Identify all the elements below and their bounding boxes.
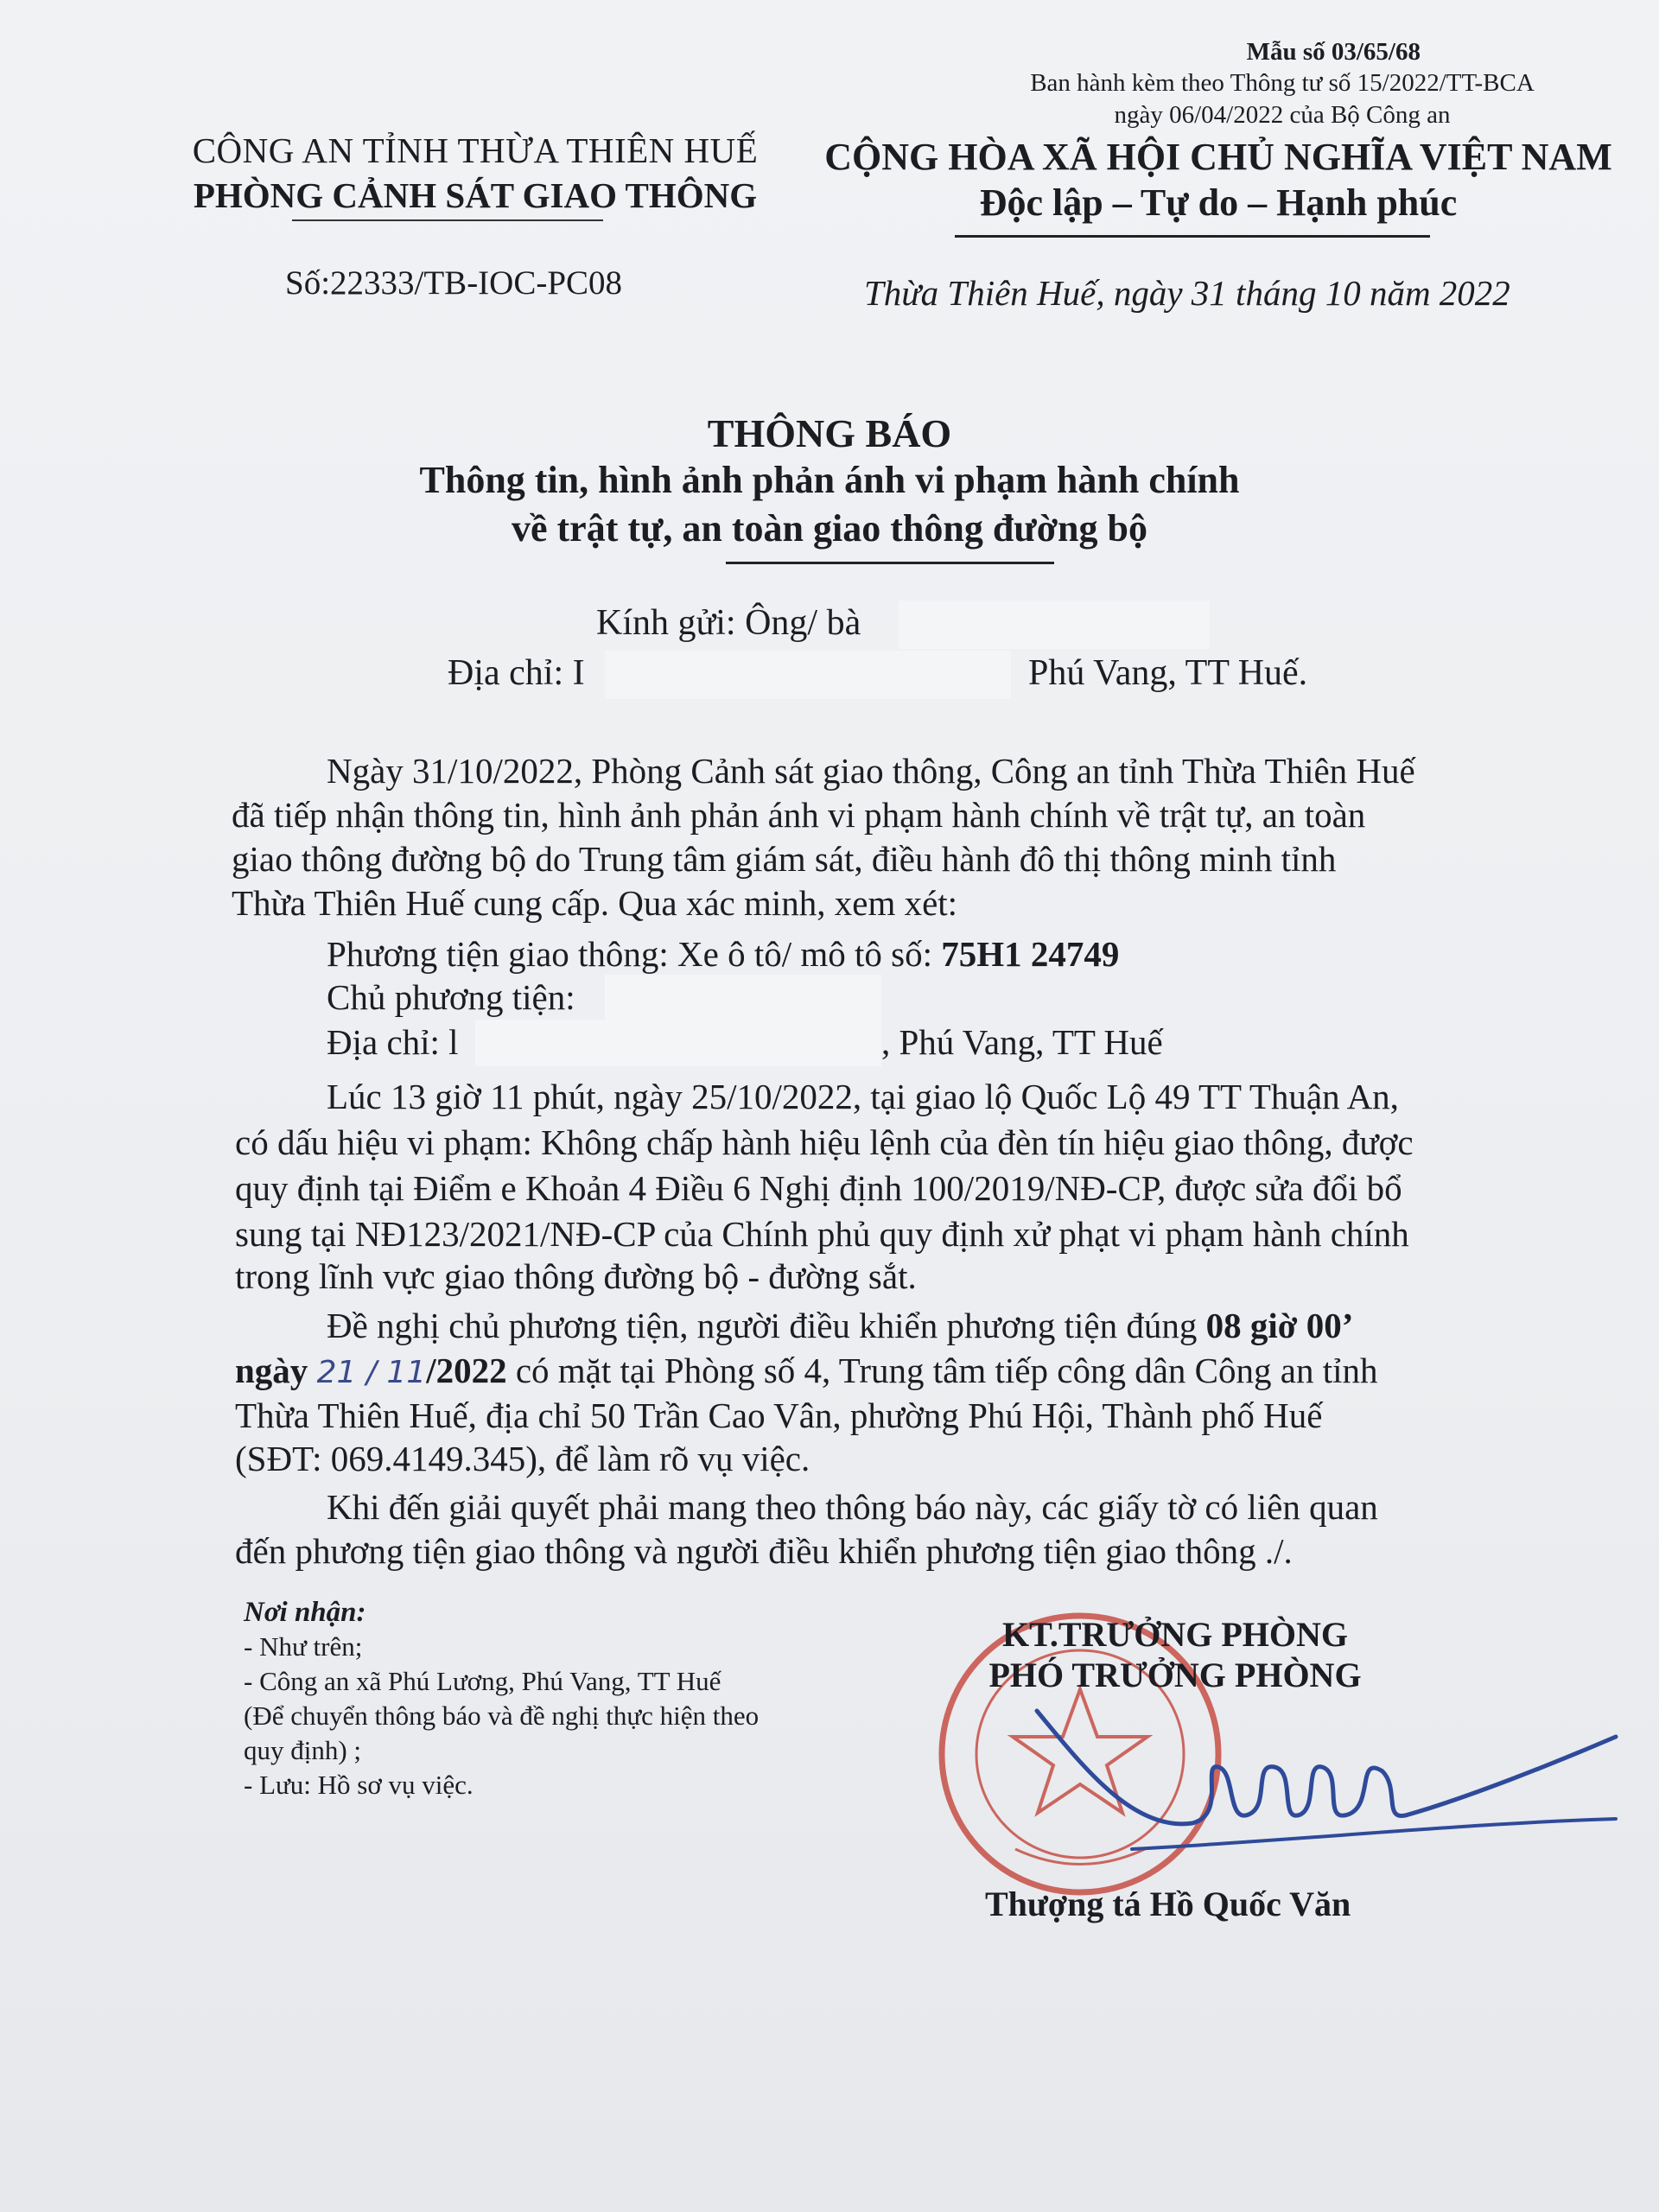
- appointment-time: 08 giờ 00’: [1205, 1306, 1354, 1345]
- para4-line2: đến phương tiện giao thông và người điều khiển phương tiện giao thông ./.: [235, 1531, 1293, 1571]
- para1-line4: Thừa Thiên Huế cung cấp. Qua xác minh, xem xét:: [232, 883, 958, 923]
- nation-name: CỘNG HÒA XÃ HỘI CHỦ NGHĨA VIỆT NAM: [824, 136, 1612, 178]
- title-sub-1: Thông tin, hình ảnh phản ánh vi phạm hành chính: [419, 459, 1240, 501]
- recipient-address-tail: Phú Vang, TT Huế.: [1028, 653, 1308, 693]
- para3-line3: Thừa Thiên Huế, địa chỉ 50 Trần Cao Vân, phường Phú Hội, Thành phố Huế: [235, 1395, 1323, 1435]
- para4-line1: Khi đến giải quyết phải mang theo thông báo này, các giấy tờ có liên quan: [327, 1487, 1378, 1527]
- owner-label: Chủ phương tiện:: [327, 977, 575, 1017]
- agency-name: PHÒNG CẢNH SÁT GIAO THÔNG: [193, 175, 758, 215]
- form-code: Mẫu số 03/65/68: [1246, 38, 1421, 66]
- agency-parent: CÔNG AN TỈNH THỪA THIÊN HUẾ: [192, 130, 759, 170]
- para2-line3: quy định tại Điểm e Khoản 4 Điều 6 Nghị định 100/2019/NĐ-CP, được sửa đổi bổ: [235, 1168, 1402, 1208]
- recipient-address-label: Địa chỉ: I: [448, 653, 585, 693]
- signature-block: [933, 1614, 1417, 1695]
- title-sub-2: về trật tự, an toàn giao thông đường bộ: [511, 507, 1147, 550]
- appointment-year: /2022: [426, 1351, 507, 1390]
- para1-line1: Ngày 31/10/2022, Phòng Cảnh sát giao thông, Công an tỉnh Thừa Thiên Huế: [327, 751, 1415, 791]
- vehicle-label: Phương tiện giao thông: Xe ô tô/ mô tô số:: [327, 934, 942, 974]
- handwritten-month: 11: [386, 1355, 427, 1390]
- handwritten-day: 21: [316, 1355, 357, 1390]
- signature-title-1: KT.TRƯỞNG PHÒNG: [1002, 1615, 1348, 1654]
- title-main: THÔNG BÁO: [707, 411, 952, 455]
- signer-name: Thượng tá Hồ Quốc Văn: [985, 1885, 1351, 1923]
- para2-line2: có dấu hiệu vi phạm: Không chấp hành hiệu lệnh của đèn tín hiệu giao thông, được: [235, 1122, 1414, 1162]
- receiver-item: - Như trên;: [244, 1631, 363, 1662]
- receiver-item: quy định) ;: [244, 1735, 362, 1765]
- signature-title-2: PHÓ TRƯỞNG PHÒNG: [988, 1656, 1362, 1694]
- owner-address-label: Địa chỉ: l: [327, 1022, 459, 1062]
- vehicle-plate: 75H1 24749: [941, 934, 1120, 974]
- receivers-heading: Nơi nhận:: [244, 1597, 366, 1628]
- handwritten-slash: /: [356, 1355, 387, 1390]
- signature-icon: [1037, 1711, 1616, 1849]
- document-number: Số:22333/TB-IOC-PC08: [285, 264, 623, 302]
- para1-line3: giao thông đường bộ do Trung tâm giám sát, điều hành đô thị thông minh tỉnh: [232, 839, 1337, 879]
- para2-line4: sung tại NĐ123/2021/NĐ-CP của Chính phủ quy định xử phạt vi phạm hành chính: [235, 1214, 1409, 1254]
- appointment-date-label: ngày: [235, 1351, 317, 1390]
- para2-line5: trong lĩnh vực giao thông đường bộ - đường sắt.: [235, 1256, 917, 1296]
- para3-line4: (SĐT: 069.4149.345), để làm rõ vụ việc.: [235, 1439, 810, 1478]
- motto: Độc lập – Tự do – Hạnh phúc: [979, 181, 1458, 224]
- form-ref-line-2: ngày 06/04/2022 của Bộ Công an: [1114, 101, 1451, 129]
- para2-line1: Lúc 13 giờ 11 phút, ngày 25/10/2022, tại giao lộ Quốc Lộ 49 TT Thuận An,: [327, 1077, 1399, 1116]
- form-ref-line-1: Ban hành kèm theo Thông tư số 15/2022/TT-BCA: [1030, 69, 1535, 97]
- receiver-item: (Để chuyển thông báo và đề nghị thực hiện theo: [244, 1700, 760, 1731]
- para3-line2-text: có mặt tại Phòng số 4, Trung tâm tiếp công dân Công an tỉnh: [506, 1351, 1378, 1390]
- para1-line2: đã tiếp nhận thông tin, hình ảnh phản ánh vi phạm hành chính về trật tự, an toàn: [232, 795, 1366, 835]
- receiver-item: - Lưu: Hồ sơ vụ việc.: [244, 1770, 474, 1800]
- para3-line1-text: Đề nghị chủ phương tiện, người điều khiển phương tiện đúng: [327, 1306, 1206, 1345]
- salutation: Kính gửi: Ông/ bà: [596, 603, 861, 643]
- dateline: Thừa Thiên Huế, ngày 31 tháng 10 năm 2022: [864, 273, 1510, 313]
- owner-address-tail: , Phú Vang, TT Huế: [881, 1022, 1163, 1062]
- receiver-item: - Công an xã Phú Lương, Phú Vang, TT Huế: [244, 1666, 721, 1696]
